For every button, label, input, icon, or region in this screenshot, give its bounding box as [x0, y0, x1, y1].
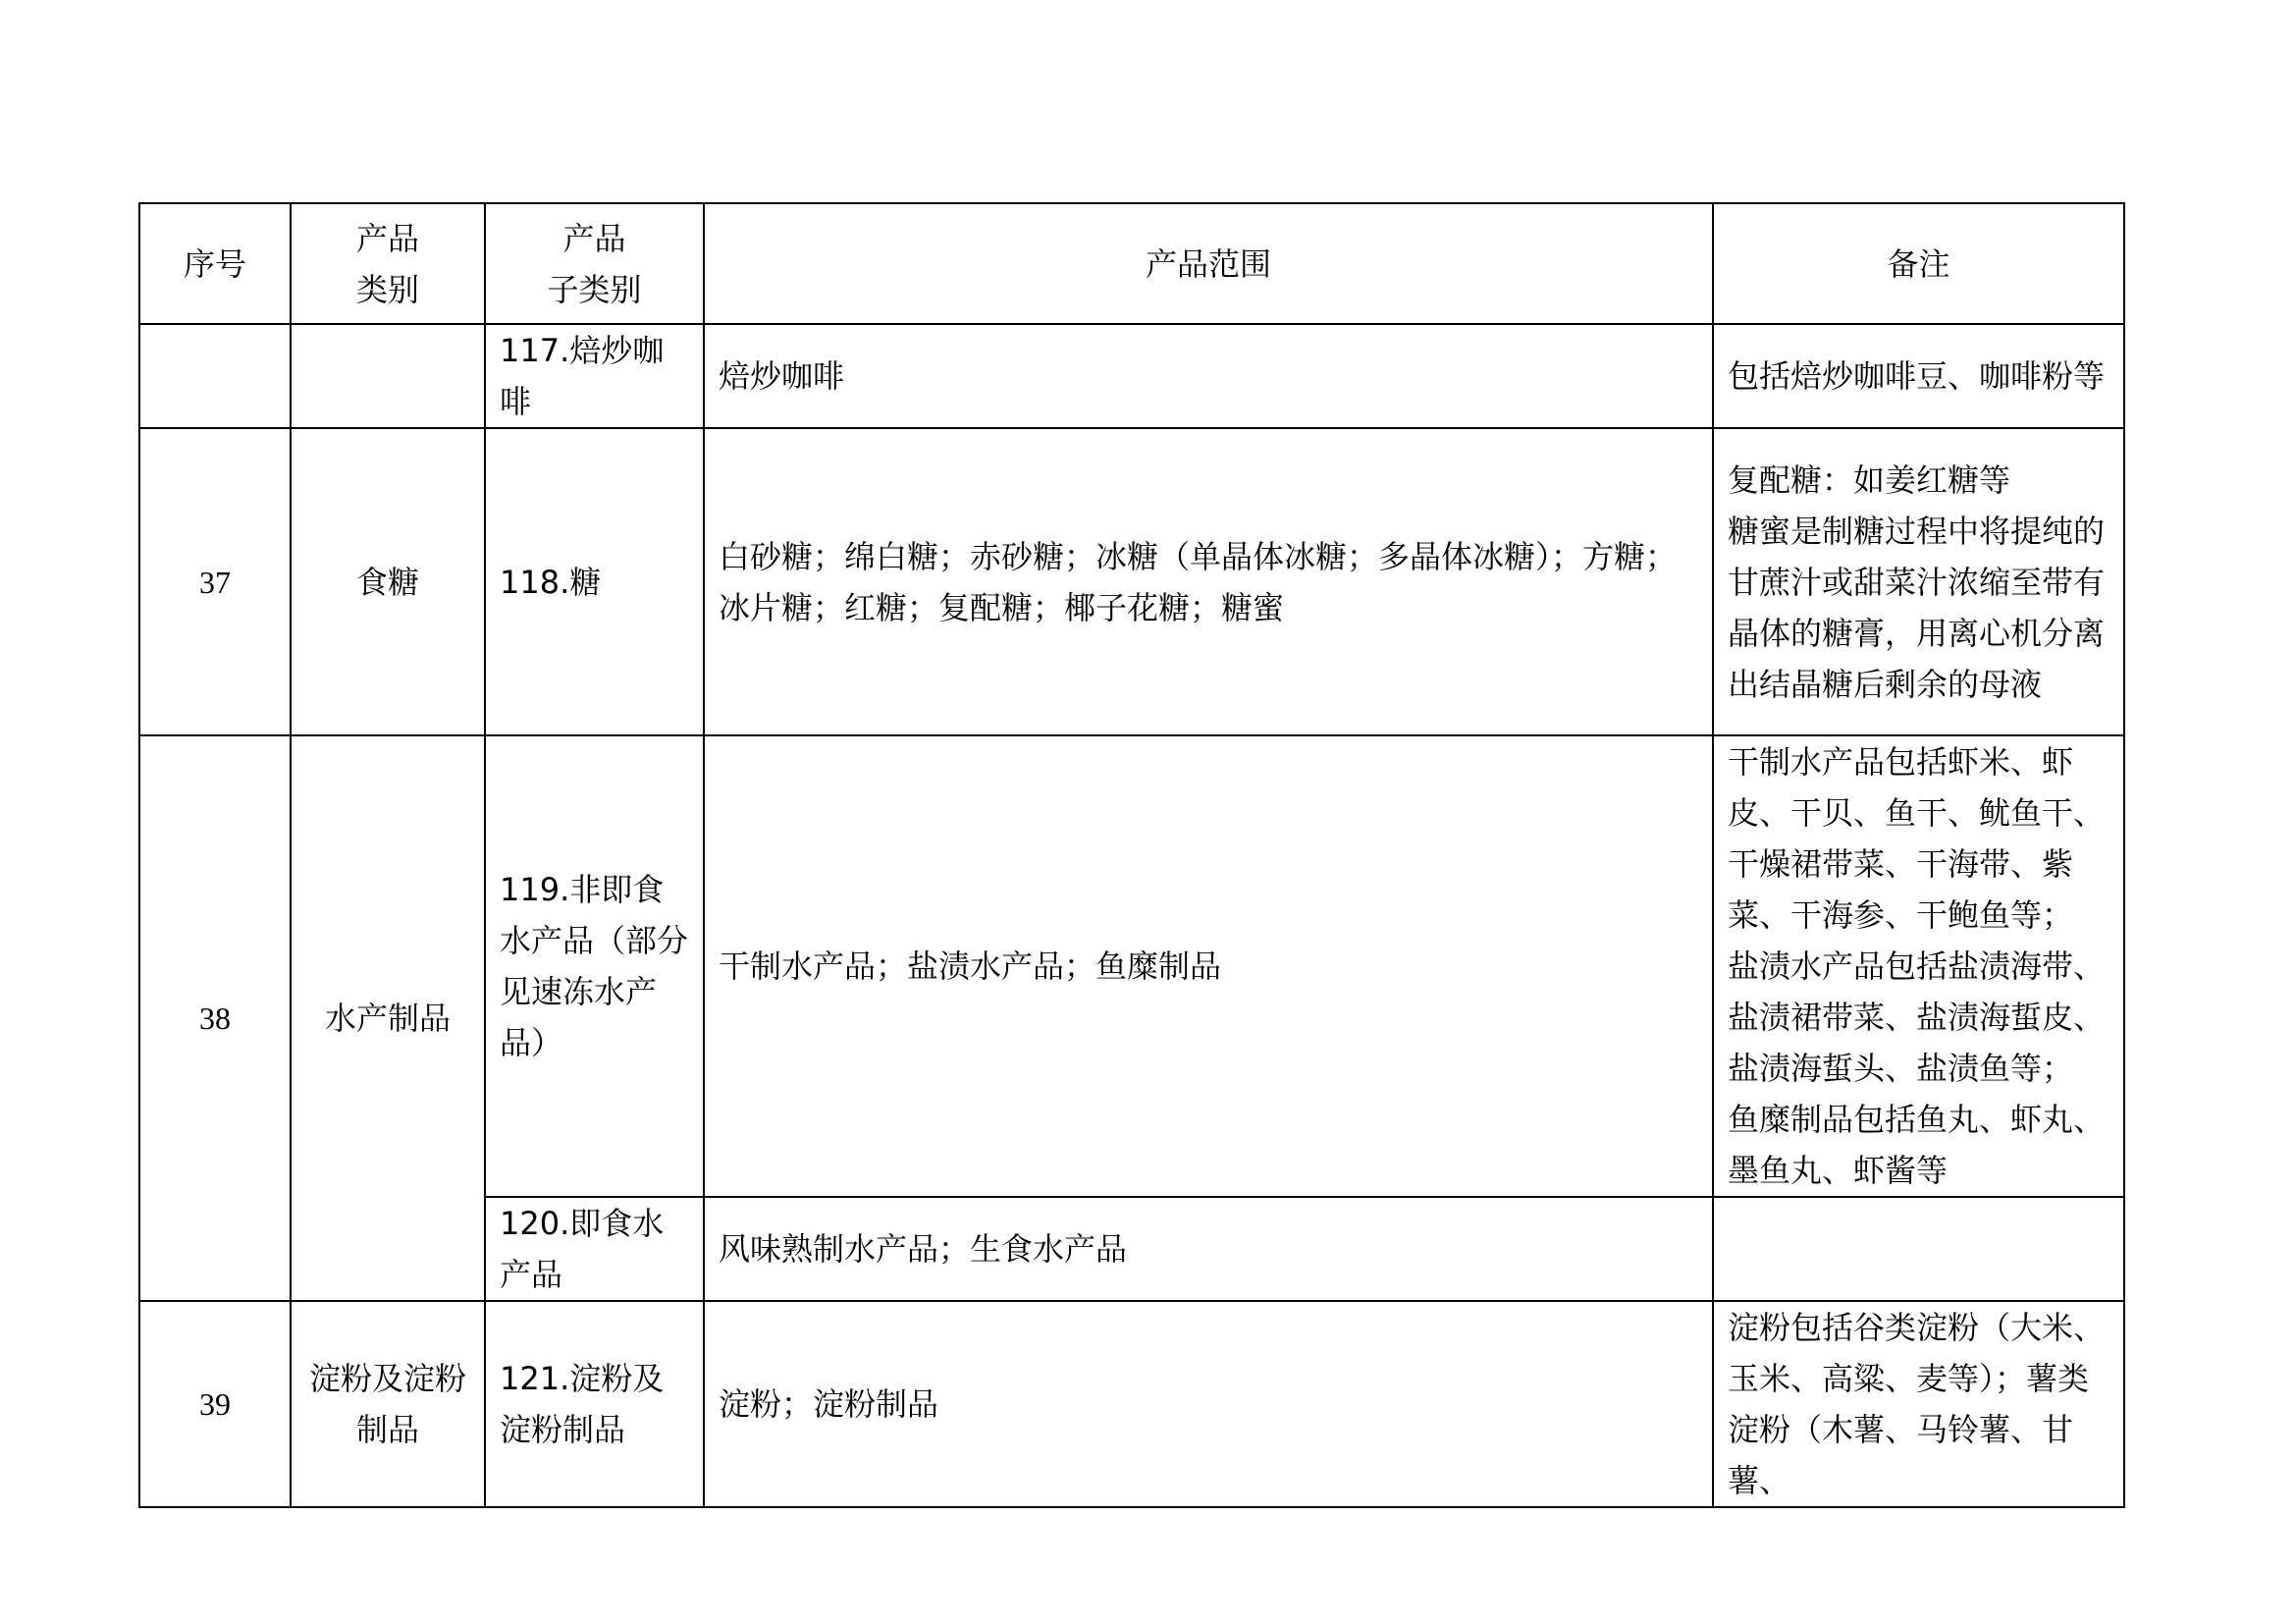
note-line: 盐渍水产品包括盐渍海带、盐渍裙带菜、盐渍海蜇皮、盐渍海蜇头、盐渍鱼等； — [1728, 947, 2106, 1087]
table-row — [139, 735, 2124, 1197]
product-table — [138, 202, 2125, 1508]
cell-subcategory: 121.淀粉及淀粉制品 — [485, 1301, 704, 1507]
cell-range: 淀粉；淀粉制品 — [704, 1301, 1713, 1507]
cell-note — [1713, 428, 2124, 735]
cell-category — [291, 324, 485, 428]
note-line: 淀粉包括谷类淀粉（大米、玉米、高粱、麦等）；薯类淀粉（木薯、马铃薯、甘薯、 — [1728, 1309, 2106, 1499]
table-header-row — [139, 203, 2124, 324]
table-row — [139, 428, 2124, 735]
cell-seq: 38 — [139, 735, 291, 1301]
cell-category: 水产制品 — [291, 735, 485, 1301]
header-subcategory-line2: 子类别 — [547, 270, 642, 308]
cell-seq: 37 — [139, 428, 291, 735]
cell-seq — [139, 324, 291, 428]
cell-note — [1713, 1197, 2124, 1301]
cell-category: 淀粉及淀粉制品 — [291, 1301, 485, 1507]
note-line: 包括焙炒咖啡豆、咖啡粉等 — [1728, 357, 2106, 395]
header-seq: 序号 — [139, 203, 291, 324]
cell-category: 食糖 — [291, 428, 485, 735]
header-subcategory-line1: 产品 — [562, 219, 626, 257]
note-line: 糖蜜是制糖过程中将提纯的甘蔗汁或甜菜汁浓缩至带有晶体的糖膏，用离心机分离出结晶糖后剩余的母液 — [1728, 512, 2106, 703]
cell-subcategory: 118.糖 — [485, 428, 704, 735]
cell-subcategory: 119.非即食水产品（部分见速冻水产品） — [485, 735, 704, 1197]
note-line: 干制水产品包括虾米、虾皮、干贝、鱼干、鱿鱼干、干燥裙带菜、干海带、紫菜、干海参、干鲍鱼等； — [1728, 743, 2106, 934]
table-row — [139, 324, 2124, 428]
cell-range: 焙炒咖啡 — [704, 324, 1713, 428]
cell-subcategory: 117.焙炒咖啡 — [485, 324, 704, 428]
header-subcategory — [485, 203, 704, 324]
header-category-line2: 类别 — [355, 270, 419, 308]
cell-note — [1713, 324, 2124, 428]
header-note: 备注 — [1713, 203, 2124, 324]
note-line: 鱼糜制品包括鱼丸、虾丸、墨鱼丸、虾酱等 — [1728, 1101, 2106, 1189]
note-line: 复配糖：如姜红糖等 — [1728, 460, 2011, 499]
document-sheet — [138, 202, 2123, 1508]
header-category — [291, 203, 485, 324]
cell-range: 白砂糖；绵白糖；赤砂糖；冰糖（单晶体冰糖；多晶体冰糖）；方糖；冰片糖；红糖；复配糖；椰子花糖；糖蜜 — [704, 428, 1713, 735]
header-category-line1: 产品 — [355, 219, 419, 257]
cell-note — [1713, 1301, 2124, 1507]
cell-seq: 39 — [139, 1301, 291, 1507]
cell-range: 干制水产品；盐渍水产品；鱼糜制品 — [704, 735, 1713, 1197]
cell-note — [1713, 735, 2124, 1197]
table-row — [139, 1301, 2124, 1507]
cell-range: 风味熟制水产品；生食水产品 — [704, 1197, 1713, 1301]
cell-subcategory: 120.即食水产品 — [485, 1197, 704, 1301]
header-range: 产品范围 — [704, 203, 1713, 324]
